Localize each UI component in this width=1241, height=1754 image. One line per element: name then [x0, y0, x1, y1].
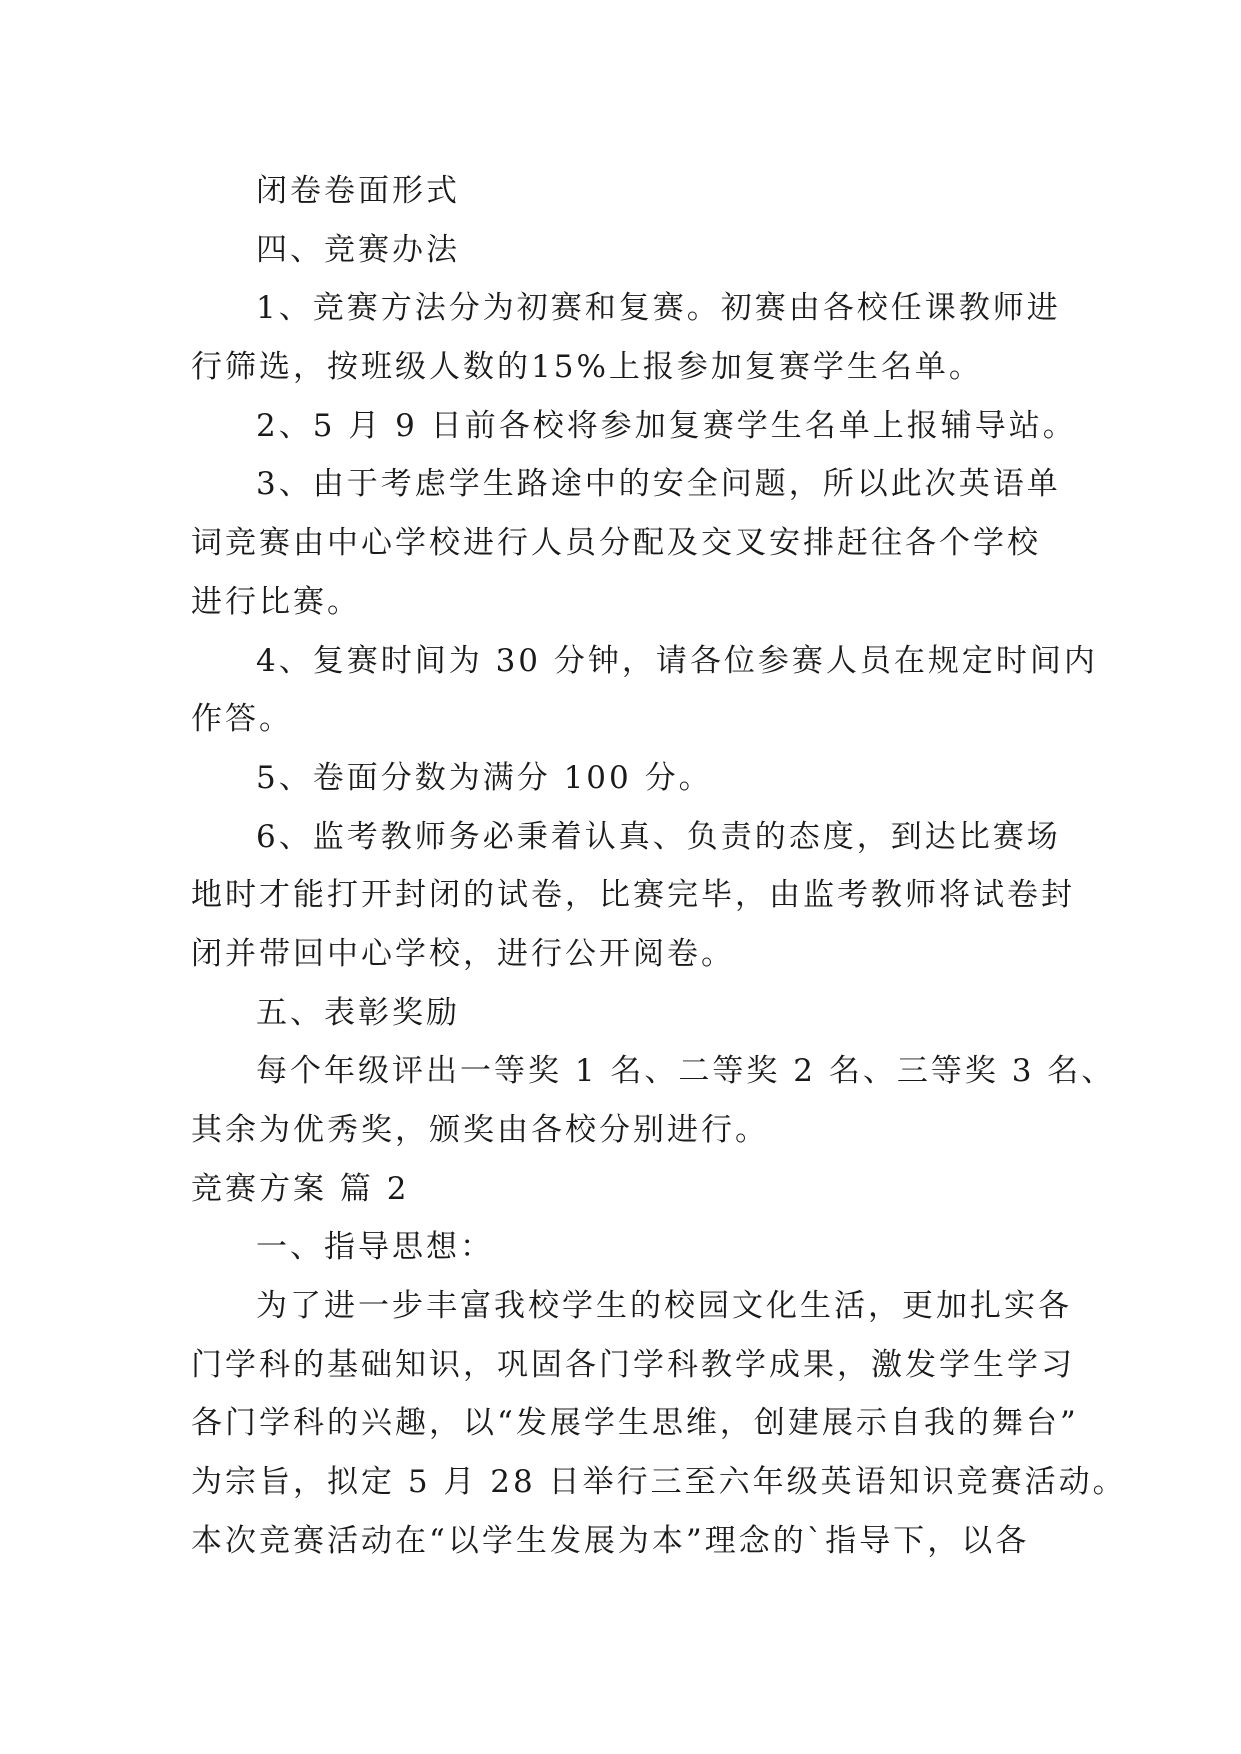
text-line: 本次竞赛活动在“以学生发展为本”理念的`指导下，以各 [191, 1522, 1030, 1559]
text-line: 闭并带回中心学校，进行公开阅卷。 [191, 935, 735, 972]
text-line: 闭卷卷面形式 [256, 173, 460, 209]
text-line: 竞赛方案 篇 2 [191, 1170, 410, 1207]
text-line: 其余为优秀奖，颁奖由各校分别进行。 [191, 1112, 769, 1148]
text-line: 一、指导思想： [256, 1229, 494, 1266]
text-line: 每个年级评出一等奖 1 名、二等奖 2 名、三等奖 3 名、 [256, 1053, 1116, 1090]
text-line: 作答。 [191, 701, 293, 738]
text-line: 各门学科的兴趣，以“发展学生思维，创建展示自我的舞台” [191, 1405, 1079, 1442]
text-line: 进行比赛。 [191, 583, 361, 620]
text-line: 词竞赛由中心学校进行人员分配及交叉安排赶往各个学校 [191, 525, 1041, 562]
text-line: 2、5 月 9 日前各校将参加复赛学生名单上报辅导站。 [256, 407, 1077, 444]
text-line: 1、竞赛方法分为初赛和复赛。初赛由各校任课教师进 [256, 290, 1061, 327]
text-line: 四、竞赛办法 [256, 231, 460, 268]
text-line: 行筛选，按班级人数的15%上报参加复赛学生名单。 [191, 349, 983, 386]
text-line: 门学科的基础知识，巩固各门学科教学成果，激发学生学习 [191, 1346, 1075, 1383]
text-line: 为宗旨，拟定 5 月 28 日举行三至六年级英语知识竞赛活动。 [191, 1464, 1127, 1501]
text-line: 5、卷面分数为满分 100 分。 [256, 759, 713, 796]
text-line: 3、由于考虑学生路途中的安全问题，所以此次英语单 [256, 466, 1061, 503]
text-line: 4、复赛时间为 30 分钟，请各位参赛人员在规定时间内 [256, 642, 1098, 679]
document-body [191, 162, 1127, 1571]
text-line: 五、表彰奖励 [256, 994, 460, 1031]
text-line: 地时才能打开封闭的试卷，比赛完毕，由监考教师将试卷封 [191, 877, 1075, 914]
text-line: 为了进一步丰富我校学生的校园文化生活，更加扎实各 [256, 1288, 1072, 1325]
text-line: 6、监考教师务必秉着认真、负责的态度，到达比赛场 [256, 818, 1061, 855]
